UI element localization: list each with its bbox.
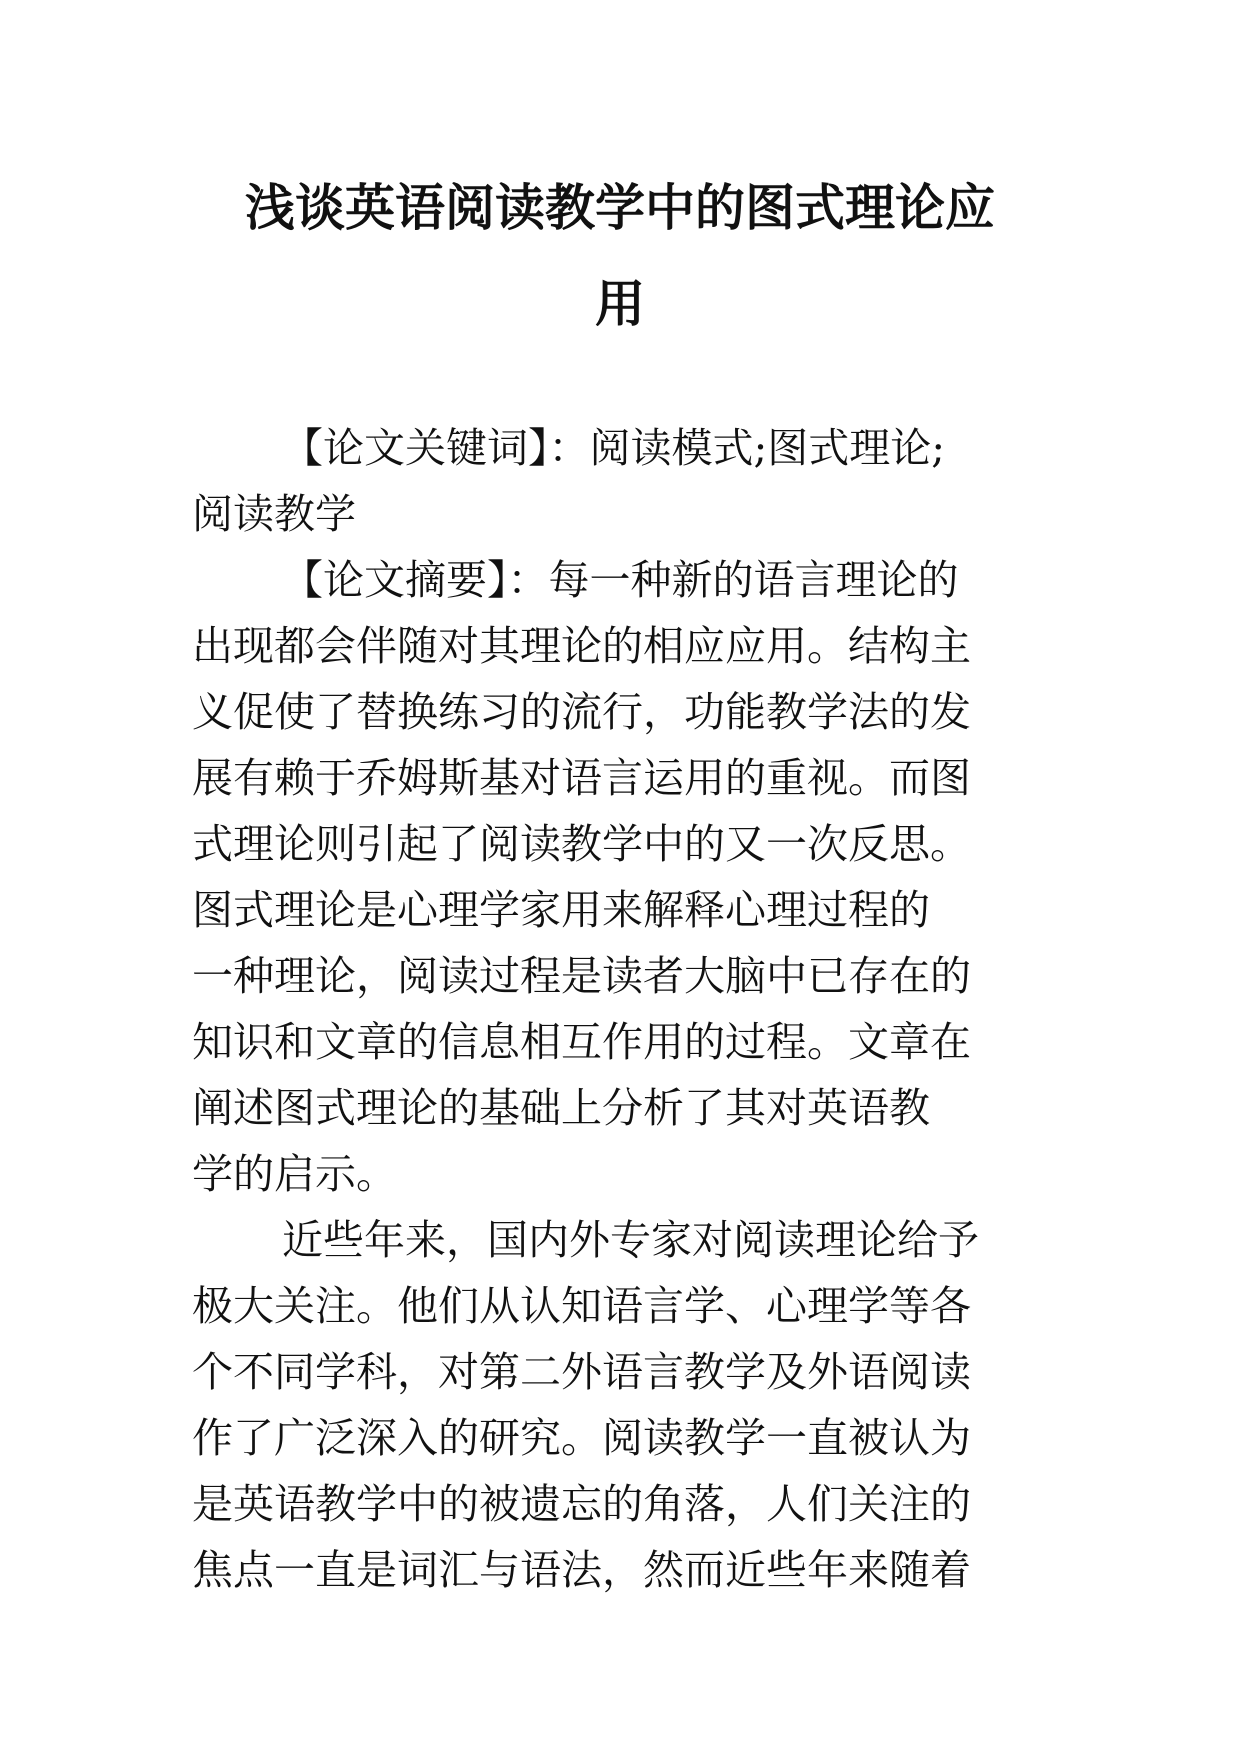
abstract-line: 展有赖于乔姆斯基对语言运用的重视。而图 — [192, 754, 971, 802]
intro-line: 近些年来，国内外专家对阅读理论给予 — [282, 1216, 979, 1264]
abstract-line: 义促使了替换练习的流行，功能教学法的发 — [192, 688, 971, 736]
abstract-line: 知识和文章的信息相互作用的过程。文章在 — [192, 1018, 971, 1066]
abstract-line: 图式理论是心理学家用来解释心理过程的 — [192, 886, 930, 934]
abstract-line: 学的启示。 — [192, 1150, 397, 1198]
abstract-line: 阐述图式理论的基础上分析了其对英语教 — [192, 1084, 930, 1132]
title-line: 浅谈英语阅读教学中的图式理论应 — [245, 179, 995, 237]
intro-line: 作了广泛深入的研究。阅读教学一直被认为 — [192, 1414, 971, 1462]
abstract-line: 一种理论，阅读过程是读者大脑中已存在的 — [192, 952, 971, 1000]
intro-paragraph — [192, 1207, 1072, 1603]
intro-line: 焦点一直是词汇与语法，然而近些年来随着 — [192, 1546, 971, 1594]
document-body — [192, 415, 1072, 1603]
abstract-line: 出现都会伴随对其理论的相应应用。结构主 — [192, 622, 971, 670]
intro-line: 个不同学科，对第二外语言教学及外语阅读 — [192, 1348, 971, 1396]
abstract-paragraph — [192, 547, 1072, 1207]
abstract-line: 式理论则引起了阅读教学中的又一次反思。 — [192, 820, 971, 868]
abstract-line: 【论文摘要】：每一种新的语言理论的 — [282, 556, 959, 604]
title-line: 用 — [595, 275, 645, 333]
document-title — [180, 160, 1060, 352]
intro-line: 极大关注。他们从认知语言学、心理学等各 — [192, 1282, 971, 1330]
keywords-paragraph — [192, 415, 1072, 547]
keywords-line: 阅读教学 — [192, 490, 356, 538]
intro-line: 是英语教学中的被遗忘的角落，人们关注的 — [192, 1480, 971, 1528]
keywords-line: 【论文关键词】：阅读模式;图式理论; — [282, 424, 946, 472]
